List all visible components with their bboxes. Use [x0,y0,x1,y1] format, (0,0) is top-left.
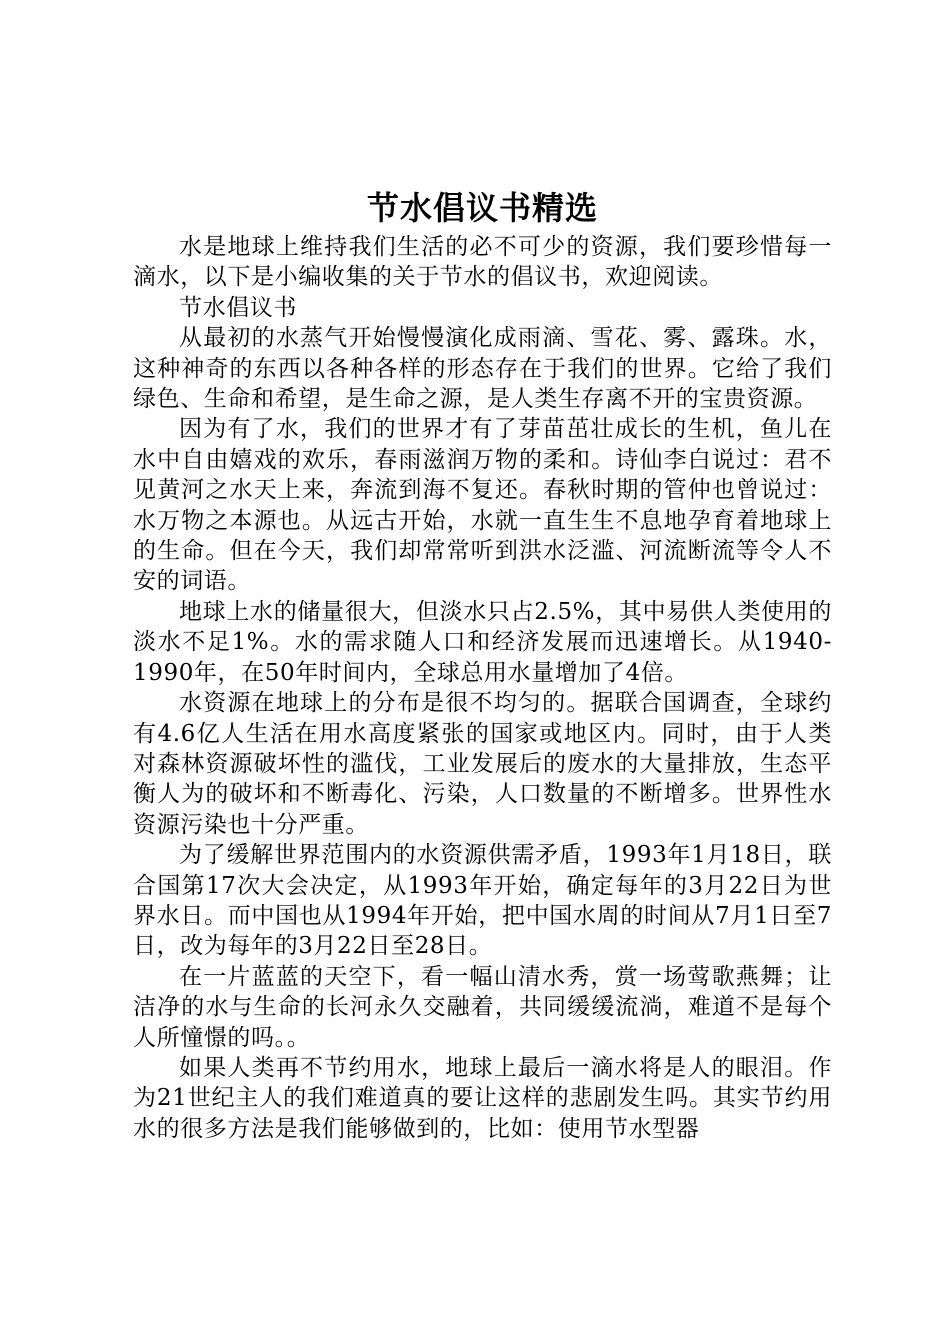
body-paragraph: 水资源在地球上的分布是很不均匀的。据联合国调查，全球约有4.6亿人生活在用水高度紧张的国家或地区内。同时，由于人类对森林资源破坏性的滥伐，工业发展后的废水的大量排放，生态平衡人为的破坏和不断毒化、污染，人口数量的不断增多。世界性水资源污染也十分严重。 [133,690,832,838]
section-heading: 节水倡议书 [179,294,297,321]
intro-paragraph: 水是地球上维持我们生活的必不可少的资源，我们要珍惜每一滴水，以下是小编收集的关于节水的倡议书，欢迎阅读。 [133,234,832,291]
document-title: 节水倡议书精选 [366,189,598,227]
body-paragraph: 因为有了水，我们的世界才有了芽苗茁壮成长的生机，鱼儿在水中自由嬉戏的欢乐，春雨滋润万物的柔和。诗仙李白说过：君不见黄河之水天上来，奔流到海不复还。春秋时期的管仲也曾说过：水万物之本源也。从远古开始，水就一直生生不息地孕育着地球上的生命。但在今天，我们却常常听到洪水泛滥、河流断流等令人不安的词语。 [133,416,832,595]
body-paragraph: 从最初的水蒸气开始慢慢演化成雨滴、雪花、雾、露珠。水，这种神奇的东西以各种各样的形态存在于我们的世界。它给了我们绿色、生命和希望，是生命之源，是人类生存离不开的宝贵资源。 [133,325,832,413]
body-paragraph: 为了缓解世界范围内的水资源供需矛盾，1993年1月18日，联合国第17次大会决定，从1993年开始，确定每年的3月22日为世界水日。而中国也从1994年开始，把中国水周的时间从7月1日至7日，改为每年的3月22日至28日。 [133,842,832,960]
body-paragraph: 地球上水的储量很大，但淡水只占2.5%，其中易供人类使用的淡水不足1%。水的需求随人口和经济发展而迅速增长。从1940-1990年，在50年时间内，全球总用水量增加了4倍。 [133,598,832,686]
body-paragraph: 如果人类再不节约用水，地球上最后一滴水将是人的眼泪。作为21世纪主人的我们难道真的要让这样的悲剧发生吗。其实节约用水的很多方法是我们能够做到的，比如：使用节水型器 [133,1054,832,1142]
body-paragraph: 在一片蓝蓝的天空下，看一幅山清水秀，赏一场莺歌燕舞；让洁净的水与生命的长河永久交融着，共同缓缓流淌，难道不是每个人所憧憬的吗。。 [133,963,832,1051]
